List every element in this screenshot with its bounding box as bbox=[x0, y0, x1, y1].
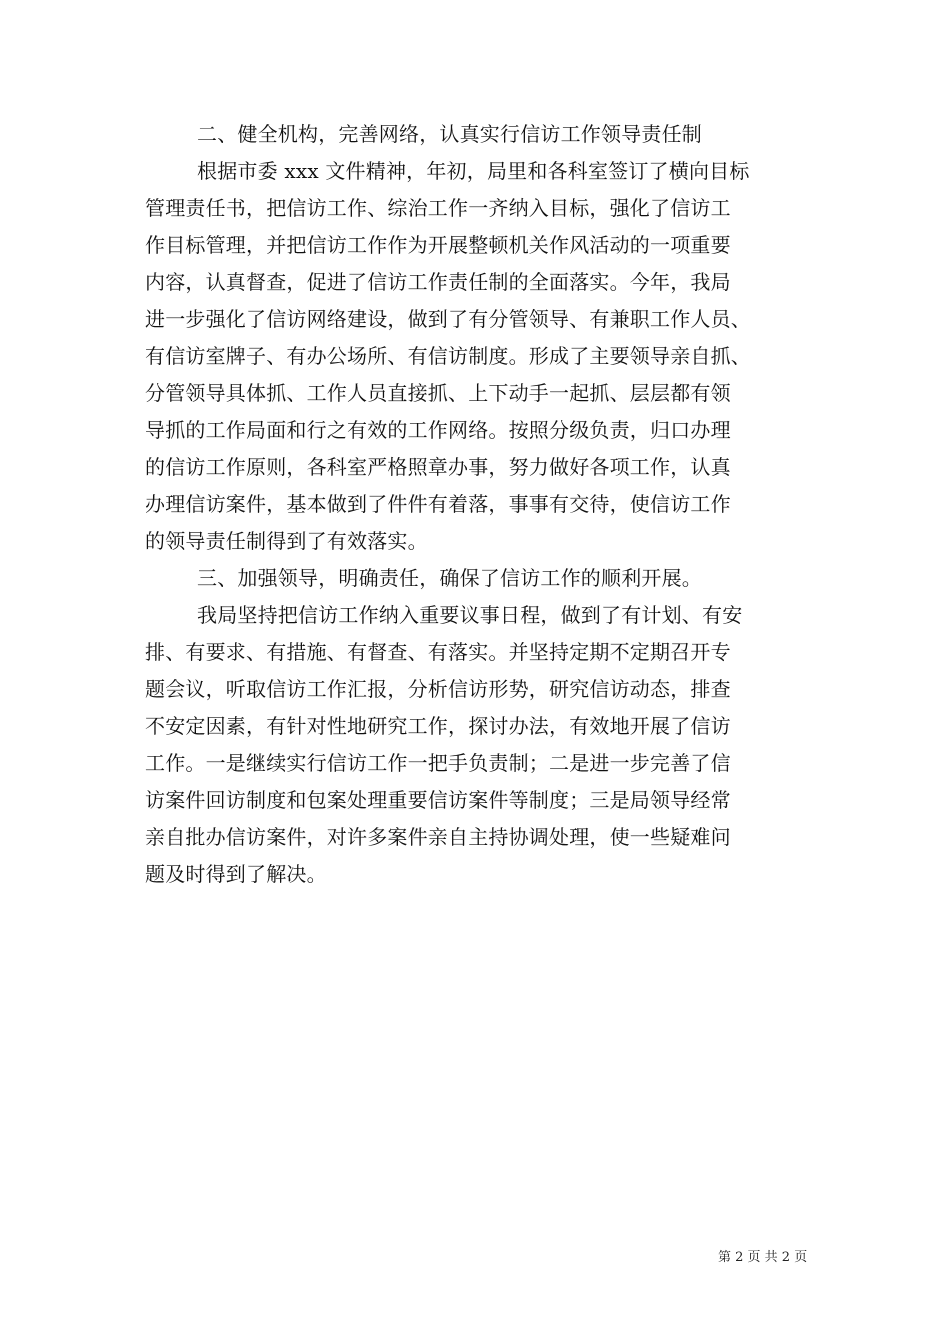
paragraph-line: 内容，认真督查，促进了信访工作责任制的全面落实。今年，我局 bbox=[145, 270, 731, 294]
paragraph-line: 题会议，听取信访工作汇报，分析信访形势，研究信访动态，排查 bbox=[145, 677, 731, 701]
paragraph-line: 有信访室牌子、有办公场所、有信访制度。形成了主要领导亲自抓、 bbox=[145, 344, 751, 368]
paragraph-line: 办理信访案件，基本做到了件件有着落，事事有交待，使信访工作 bbox=[145, 492, 731, 516]
paragraph-line: 排、有要求、有措施、有督查、有落实。并坚持定期不定期召开专 bbox=[145, 640, 731, 664]
page-number-footer: 第 2 页 共 2 页 bbox=[718, 1250, 808, 1265]
paragraph-line: 我局坚持把信访工作纳入重要议事日程，做到了有计划、有安 bbox=[197, 603, 743, 627]
paragraph-line: 的信访工作原则，各科室严格照章办事，努力做好各项工作，认真 bbox=[145, 455, 731, 479]
paragraph-line: 作目标管理，并把信访工作作为开展整顿机关作风活动的一项重要 bbox=[145, 233, 731, 257]
paragraph-line: 不安定因素，有针对性地研究工作，探讨办法，有效地开展了信访 bbox=[145, 714, 731, 738]
paragraph-line: 导抓的工作局面和行之有效的工作网络。按照分级负责，归口办理 bbox=[145, 418, 731, 442]
paragraph-line: 分管领导具体抓、工作人员直接抓、上下动手一起抓、层层都有领 bbox=[145, 381, 731, 405]
paragraph-line: 访案件回访制度和包案处理重要信访案件等制度；三是局领导经常 bbox=[145, 788, 731, 812]
paragraph-line: 的领导责任制得到了有效落实。 bbox=[145, 529, 428, 553]
section-heading: 三、加强领导，明确责任，确保了信访工作的顺利开展。 bbox=[197, 566, 702, 590]
paragraph-line: 亲自批办信访案件，对许多案件亲自主持协调处理，使一些疑难问 bbox=[145, 825, 731, 849]
paragraph-line: 题及时得到了解决。 bbox=[145, 862, 327, 886]
paragraph-line: 根据市委 xxx 文件精神，年初，局里和各科室签订了横向目标 bbox=[197, 159, 750, 183]
paragraph-line: 工作。一是继续实行信访工作一把手负责制；二是进一步完善了信 bbox=[145, 751, 731, 775]
section-heading: 二、健全机构，完善网络，认真实行信访工作领导责任制 bbox=[197, 122, 702, 146]
paragraph-line: 进一步强化了信访网络建设，做到了有分管领导、有兼职工作人员、 bbox=[145, 307, 751, 331]
document-body bbox=[145, 116, 805, 893]
paragraph-line: 管理责任书，把信访工作、综治工作一齐纳入目标，强化了信访工 bbox=[145, 196, 731, 220]
